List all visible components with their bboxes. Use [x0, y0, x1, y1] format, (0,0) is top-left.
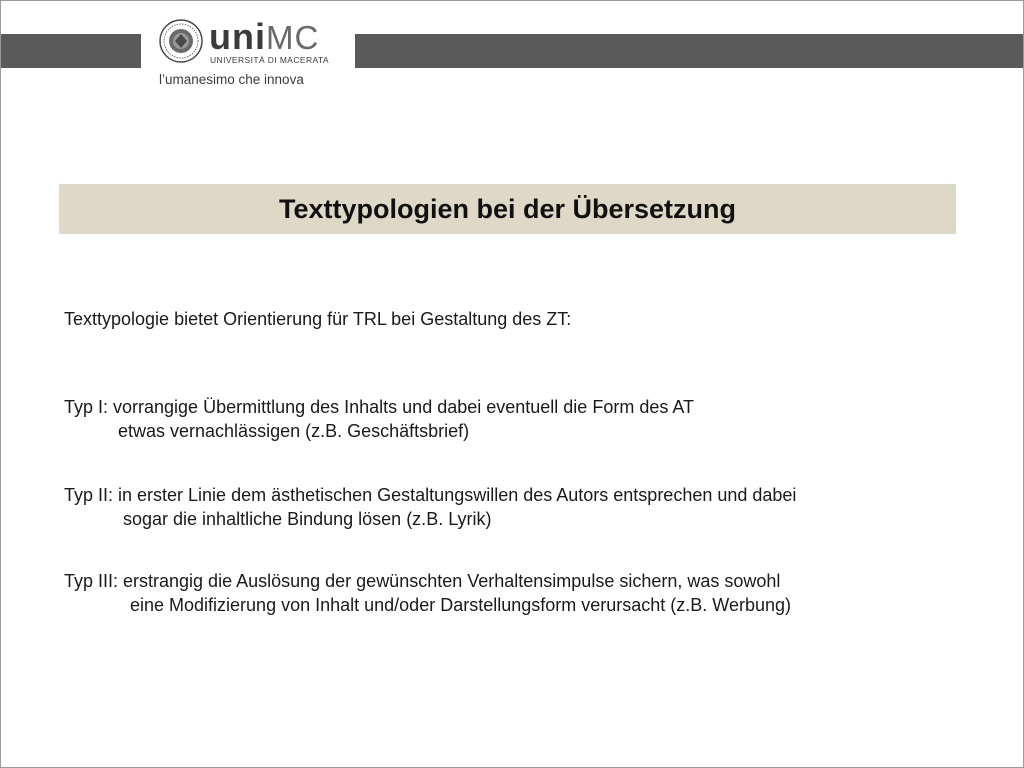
- intro-text: Texttypologie bietet Orientierung für TRL bei Gestaltung des ZT:: [64, 309, 572, 329]
- slide-title: Texttypologien bei der Übersetzung: [278, 193, 737, 224]
- logo-university-name: UNIVERSITÀ DI MACERATA: [210, 55, 329, 65]
- type-item-line: eine Modifizierung von Inhalt und/oder Darstellungsform verursacht (z.B. Werbung): [130, 595, 791, 615]
- logo-wordmark: uniMC: [209, 16, 320, 57]
- type-item-line: etwas vernachlässigen (z.B. Geschäftsbrief): [118, 421, 470, 441]
- university-seal-icon: [159, 19, 203, 63]
- header-bar-right: [355, 34, 1023, 68]
- type-item-1: [64, 395, 694, 443]
- type-item-2: [64, 483, 796, 531]
- title-banner: [59, 184, 956, 234]
- type-item-line: Typ II: in erster Linie dem ästhetischen Gestaltungswillen des Autors entsprechen und dabei: [64, 485, 797, 505]
- type-item-line: sogar die inhaltliche Bindung lösen (z.B. Lyrik): [123, 509, 492, 529]
- type-item-3: [64, 569, 791, 617]
- logo-motto: l’umanesimo che innova: [159, 72, 304, 87]
- type-item-line: Typ I: vorrangige Übermittlung des Inhalts und dabei eventuell die Form des AT: [64, 397, 695, 417]
- header-bar-left: [1, 34, 141, 68]
- type-item-line: Typ III: erstrangig die Auslösung der gewünschten Verhaltensimpulse sichern, was sowohl: [64, 571, 781, 591]
- university-logo: [151, 9, 347, 89]
